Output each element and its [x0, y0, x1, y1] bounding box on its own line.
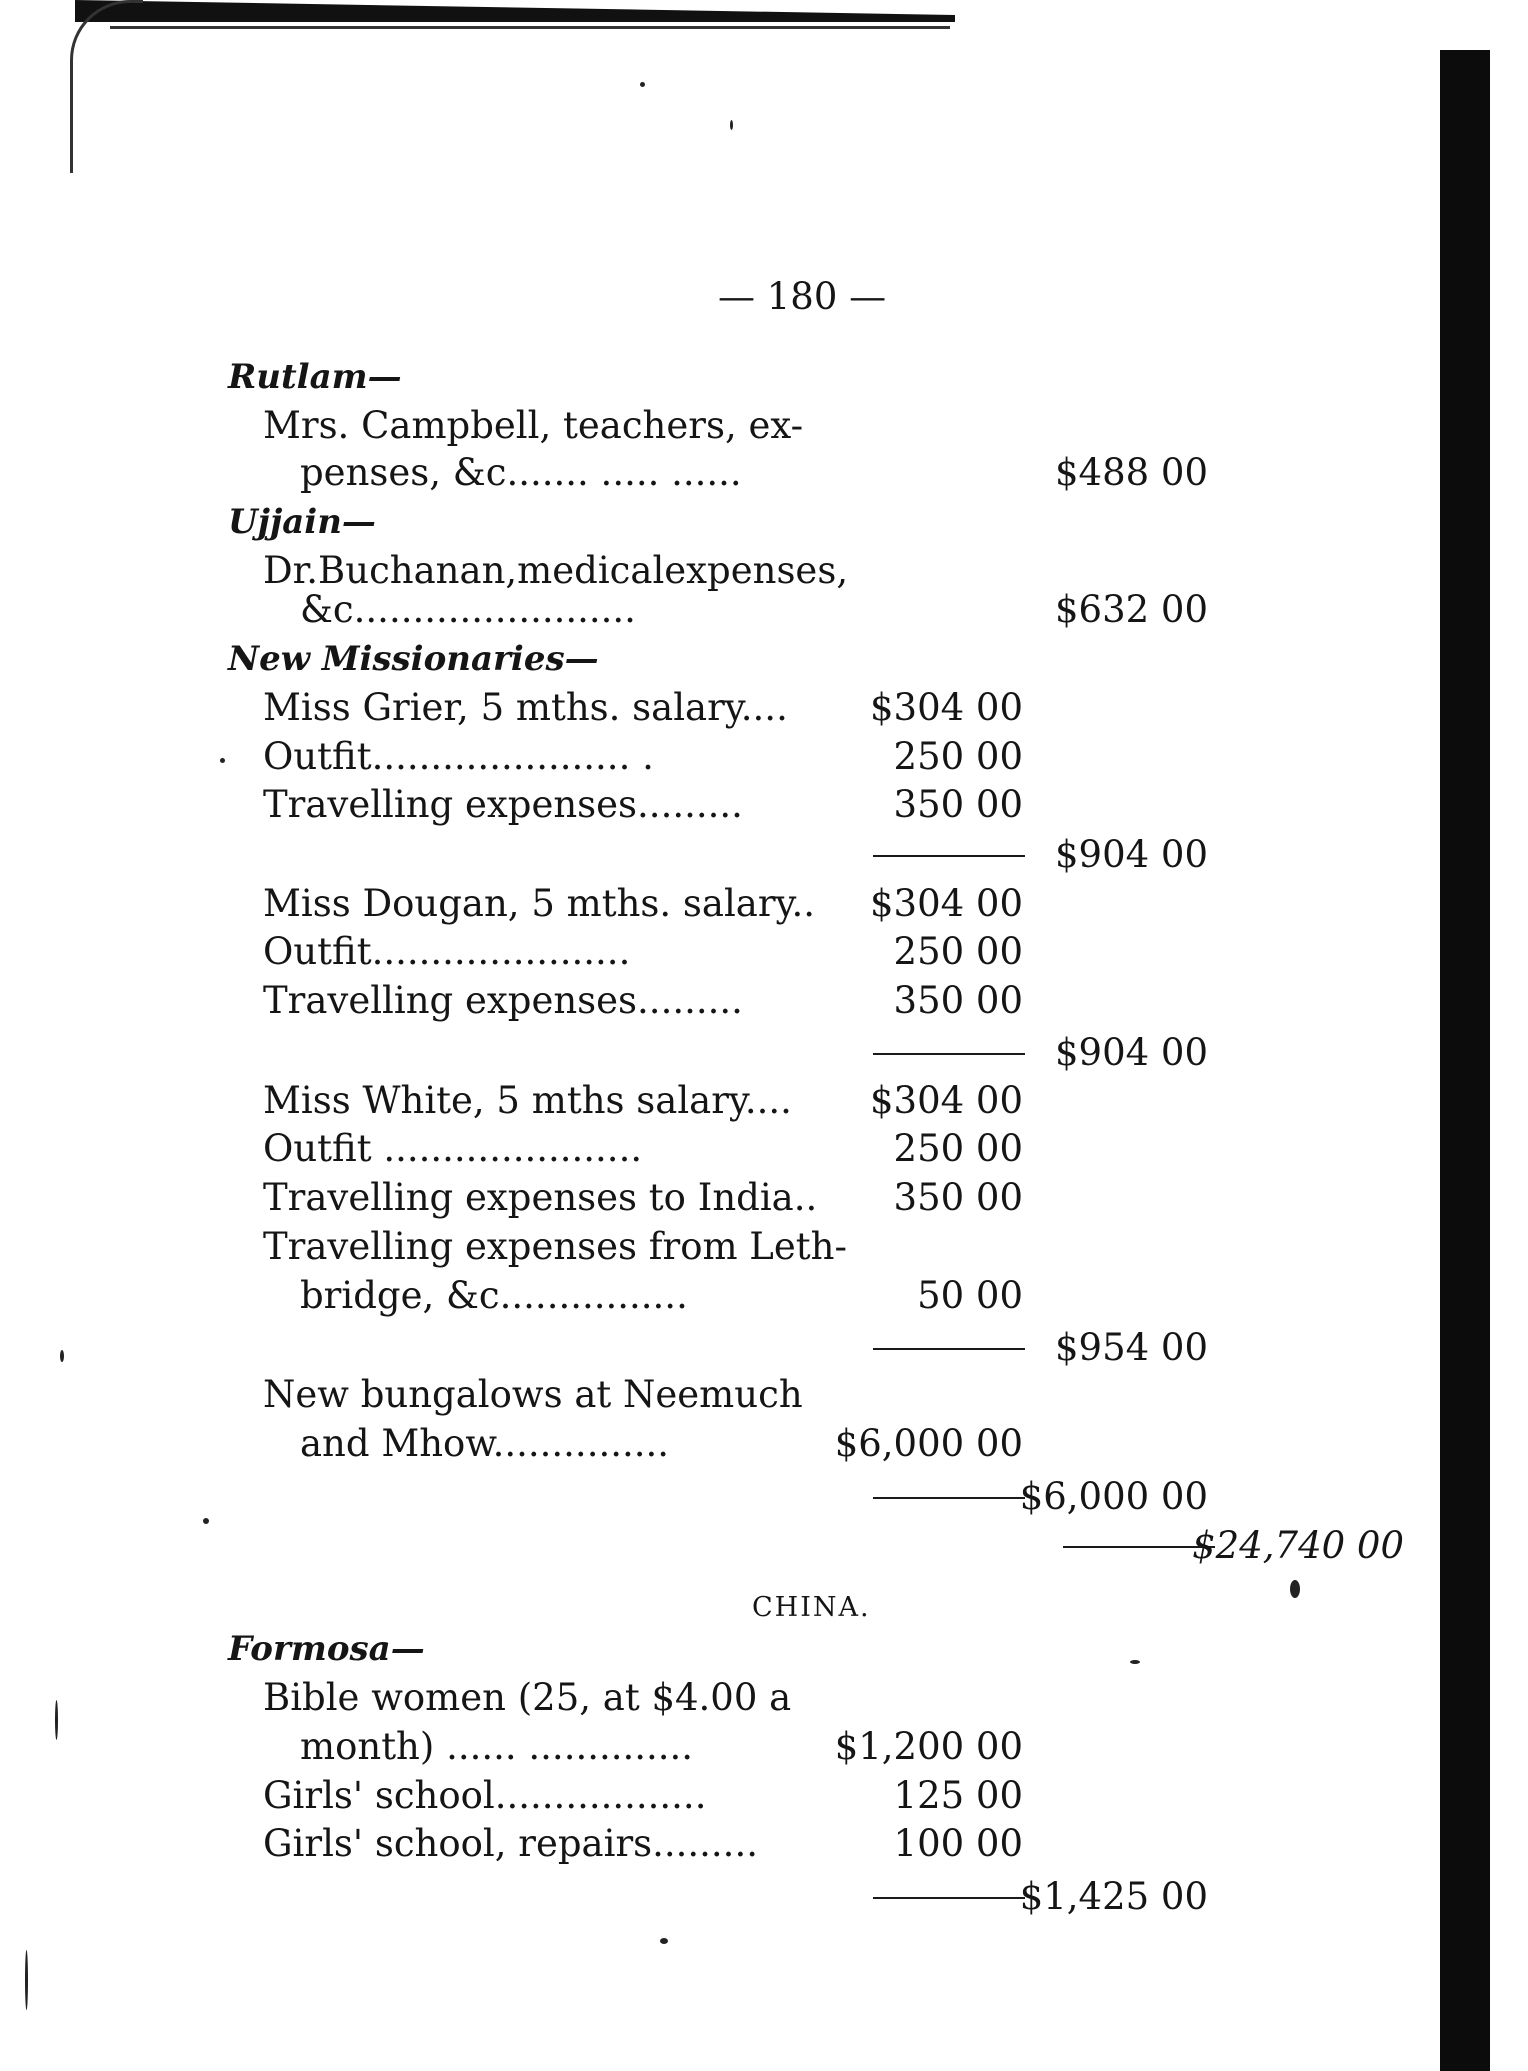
subtotal-rule: [873, 1497, 1025, 1499]
speck: [203, 1518, 209, 1524]
total-amount: $632 00: [1054, 588, 1208, 631]
line-item-label: and Mhow...............: [300, 1422, 670, 1465]
speck: [25, 1950, 28, 2010]
subtotal-amount: $1,425 00: [1019, 1875, 1208, 1918]
subtotal-amount: $954 00: [1054, 1326, 1208, 1369]
subtotal-rule: [873, 855, 1025, 857]
section-title-china: CHINA.: [752, 1592, 871, 1623]
line-item-amount: $1,200 00: [834, 1725, 1023, 1768]
grand-total-amount: $24,740 00: [1192, 1524, 1404, 1567]
line-item-label: Outfit......................: [263, 930, 631, 973]
line-item-label: Travelling expenses from Leth-: [263, 1225, 847, 1268]
line-item-label: Travelling expenses to India..: [263, 1176, 818, 1219]
subtotal-rule: [873, 1053, 1025, 1055]
line-item-label: month) ...... ..............: [300, 1725, 694, 1768]
speck: [1130, 1660, 1140, 1664]
line-item-label: Travelling expenses.........: [263, 783, 743, 826]
line-item-label: penses, &c....... ..... ......: [300, 451, 742, 494]
speck: [220, 758, 225, 763]
line-item-amount: $304 00: [869, 686, 1023, 729]
line-item-label: Miss White, 5 mths salary....: [263, 1079, 792, 1122]
page-number: — 180 —: [718, 275, 887, 318]
line-item-amount: 250 00: [893, 1127, 1023, 1170]
subtotal-rule: [873, 1348, 1025, 1350]
line-item-amount: 250 00: [893, 735, 1023, 778]
heading-ujjain: Ujjain—: [228, 502, 376, 542]
line-item-label: Mrs. Campbell, teachers, ex-: [263, 404, 804, 447]
line-item-label: New bungalows at Neemuch: [263, 1373, 803, 1416]
line-item-label: Miss Grier, 5 mths. salary....: [263, 686, 788, 729]
line-item-label: Outfit ......................: [263, 1127, 643, 1170]
subtotal-rule: [873, 1897, 1025, 1899]
speck: [60, 1350, 64, 1362]
line-item-amount: 100 00: [893, 1822, 1023, 1865]
line-item-label: &c........................: [300, 588, 636, 631]
line-item-label: Bible women (25, at $4.00 a: [263, 1676, 792, 1719]
line-item-label: Girls' school..................: [263, 1774, 707, 1817]
line-item-amount: 350 00: [893, 1176, 1023, 1219]
scan-binding-edge: [1440, 50, 1490, 2071]
speck: [55, 1700, 58, 1740]
line-item-amount: $6,000 00: [834, 1422, 1023, 1465]
heading-formosa: Formosa—: [228, 1629, 425, 1669]
page-top-edge: [75, 0, 955, 22]
heading-new-missionaries: New Missionaries—: [228, 639, 599, 679]
line-item-amount: 125 00: [893, 1774, 1023, 1817]
line-item-amount: $304 00: [869, 1079, 1023, 1122]
speck: [660, 1938, 668, 1944]
page-corner-curl: [70, 0, 143, 173]
line-item-amount: $304 00: [869, 882, 1023, 925]
line-item-amount: 350 00: [893, 783, 1023, 826]
speck: [1290, 1580, 1300, 1598]
subtotal-amount: $904 00: [1054, 1031, 1208, 1074]
line-item-amount: 350 00: [893, 979, 1023, 1022]
heading-rutlam: Rutlam—: [228, 357, 402, 397]
line-item-amount: 250 00: [893, 930, 1023, 973]
subtotal-amount: $904 00: [1054, 833, 1208, 876]
line-item-amount: 50 00: [917, 1274, 1023, 1317]
subtotal-amount: $6,000 00: [1019, 1475, 1208, 1518]
line-item-label: Travelling expenses.........: [263, 979, 743, 1022]
line-item-label: Miss Dougan, 5 mths. salary..: [263, 882, 816, 925]
speck: [640, 82, 645, 87]
line-item-label: bridge, &c................: [300, 1274, 688, 1317]
total-amount: $488 00: [1054, 451, 1208, 494]
line-item-label: Dr.Buchanan,medicalexpenses,: [263, 549, 849, 592]
line-item-label: Outfit...................... .: [263, 735, 654, 778]
page-top-rule: [110, 26, 950, 29]
line-item-label: Girls' school, repairs.........: [263, 1822, 758, 1865]
speck: [730, 120, 733, 130]
